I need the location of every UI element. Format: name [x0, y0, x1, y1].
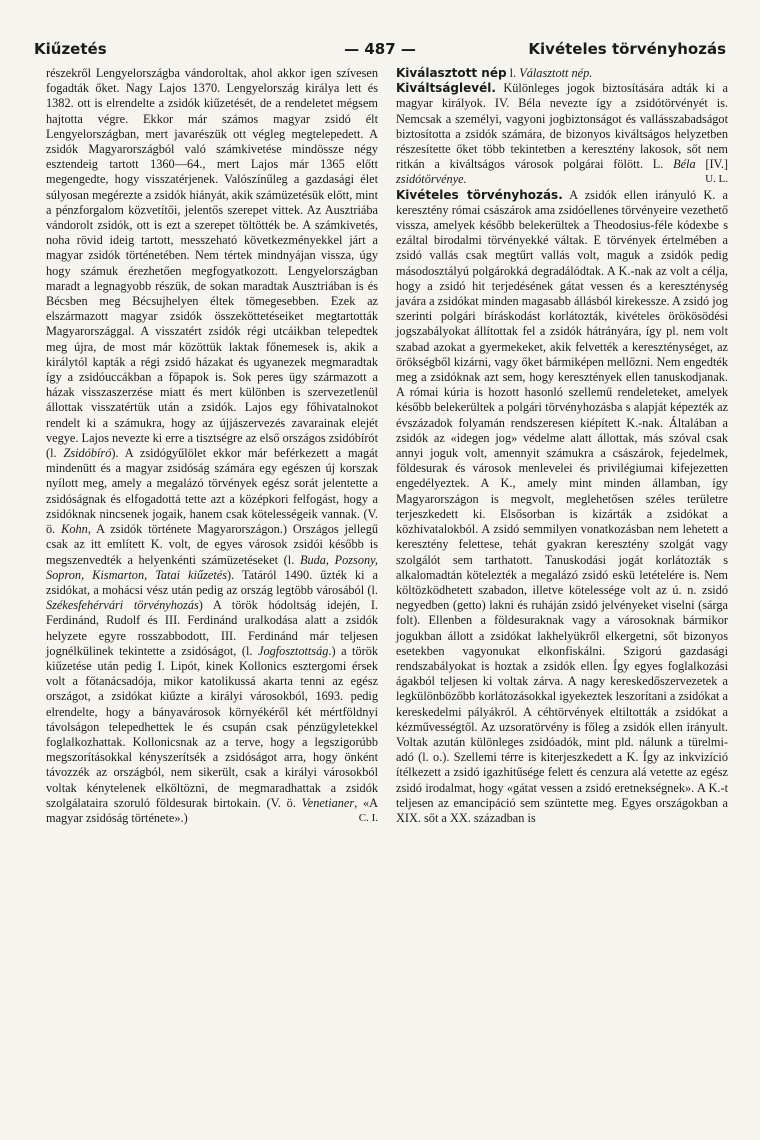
header-right-keyword: Kivételes törvényhozás	[528, 40, 726, 58]
author-reference: Kohn	[61, 522, 88, 537]
entry-kiuzetes-continued: részekről Lengyelországba vándoroltak, ahol akkor igen szívesen fogadták őket. Nagy Lajos 1370. Lengyelország királya lett és 1382. ott is elrendelte a zsidók kiűzetését, de a rendeletet mégsem hajtotta végre. Ekkor már számos magyar zsidó élt Lengyelországban, mert javarészük ott végleg megtelepedett. A zsidók Magyarországból való számkivetése mindössze négy esztendeig tartott 1360—64., mert Lajos már 1365 előtt megengedte, hogy visszatérjenek. Valószínűleg a gazdasági élet súlyosan megérezte a zsidók hiányát, akik számüzetésük előtt, mint a pénzforgalom közvetítői, jelentős szerepet vittek. Az Ausztriába vándorolt zsidók, ott is ezt a szerepet töltötték be. A számkivetés, noha rövid ideig tartott, messzeható következményekkel járt a magyar zsidók történetében. Nem tértek mindnyájan vissza, úgy hogy számuk érezhetően megfogyatkozott. Lengyelországban maradt a legnagyobb részük, de sokan maradtak Ausztriában is és Bécsben meg Bécsujhelyen éltek tömegesebben. Ezek az elszármazott magyar zsidók összeköttetéseiket megtartották Magyarországgal. A visszatért zsidók régi utcáikban telepedtek meg újra, de most már közöttük laktak főnemesek is, akik a királytól kapták a régi zsidó házakat és ugyanezek megmaradtak így a zsidóuccákban a főpapok is. Sok peres ügy származott a házak visszaszerzése miatt és mert különben is szervezetlenül állottak visszatértük után a zsidók. Lajos egy főhivatalnokot rendelt ki a számukra, hogy az újjászervezés zavarainak elejét vegye. Lajos nevezte ki erre a tisztségre az első országos zsidóbírót (l. Zsidóbíró). A zsidógyűlölet ekkor már beférkezett a magát mindenütt és a magyar zsidóság számára egy egészen új korszak nyílott meg, amely a megalázó törvények egész sorát jelentette a zsidóságnak és elfogadottá tette azt a középkori felfogást, hogy a zsidóknak nincsenek jogaik, hanem csak kötelességeik vannak. (V. ö. Kohn, A zsidók története Magyarországon.) Országos jellegű csak az itt említett K. volt, de egyes városok zsidói később is megszenvedték a helyenkénti számüzetéseket (l. Buda, Pozsony, Sopron, Kismarton, Tatai kiűzetés). Tatáról 1490. űzték ki a zsidókat, a mohácsi vész után pedig az ország legtöbb városából (l. Székesfehérvári törvényhozás) A török hódoltság idején, I. Ferdinánd, Rudolf és III. Ferdinánd uralkodása alatt a zsidók helyzete egyre rosszabbodott, III. Ferdinánd már teljesen jognélkülinek tekintette a zsidóságot, (l. Jogfosztottság.) a török kiűzetése után pedig I. Lipót, kinek Kollonics esztergomi érsek volt a főtanácsadója, mikor katolikussá akarta tenni az egész országot, a zsidókat kiűzte a királyi városokból, 1693. pedig elrendelte, hogy a bányavárosok környékéről két mértföldnyi távolságon telepedhettek le és csupán csak pénzügyletekkel foglalkozhattak. Kollonicsnak az a terve, hogy a legszigorúbb megszorításokkal kényszerítsék a zsidóságot arra, hogy önként távozzék az országból, nem sikerült, csak a királyi városokból voltak kénytelenek elköltözni, de megmaradhattak a zsidók szolgálataira szoruló földesurak birtokain. (V. ö. Venetianer, «A magyar zsidóság története».) C. I.	[46, 66, 379, 825]
cross-reference: Székesfehérvári törvényhozás	[46, 598, 199, 613]
entry-kivaltsaglevel: Kiváltságlevél. Különleges jogok biztosítására adták ki a magyar királyok. IV. Béla nevezte így a zsidótörvényét is. Nemcsak a személyi, vagyoni jogbiztonságot és vallásszabadságot biztosította a zsidók számára, de bizonyos kiváltságos helyzetben részesítette őket több tekintetben a keresztény lakosok, sőt nem ritkán a kiváltságos városok polgárai fölött. L. Béla [IV.] zsidótörvénye. U. L.	[396, 81, 729, 187]
running-header	[34, 40, 726, 66]
author-signature: U. L.	[705, 173, 728, 186]
entry-kiveteles-torvenyhozas: Kivételes törvényhozás. A zsidók ellen irányuló K. a keresztény római császárok ama zsidóellenes törvényeire vezethető vissza, amelyek később belekerültek a Theodosius-féle kódexbe s ezáltal birodalmi törvényekké váltak. E törvények értelmében a zsidó vallás csak megtűrt vallás volt, maguk a zsidók pedig másodosztályú polgárokká degradálódtak. A K.-nak az volt a célja, hogy a zsidó hit terjedésének gátat vessen és a kereszténység javára a zsidókat minden magasabb állásból kirekessze. A zsidó jog szerinti polgári bíráskodást korlátozták, kivételes örökösödési jogszabályokat állítottak fel a zsidók hátrányára, így pl. nem volt szabad azokat a gyermekeket, akik felvették a kereszténységet, az örökségből kizárni, vagy őket bármiképen mellőzni. Nem engedték meg a zsidóknak azt sem, hogy keresztények ellen tanuskodjanak. A római kúria is hozott hasonló szellemű rendeleteket, amelyek később belekerültek a polgári törvényhozásba s alapját képezték az évszázadok folyamán rendszeresen kiépített K.-nak. Általában a zsidók az «idegen jog» védelme alatt állottak, más szóval csak annyi joguk volt, amennyit számukra a császárok, fejedelmek, földesurak és városok menlevelei és privilégiumai kifejezetten engedélyeztek. A K., amely mint minden államban, így Magyarországon is megvolt, meglehetősen széles területre terjeszkedett ki. Elsősorban is kizárták a zsidókat a közhivatalokból. A zsidó semmilyen vonatkozásban nem lehetett a keresztény felettese, tehát gyakran keresztény szolgát vagy szolgálót sem tarthatott. Tanuskodási jogát korlátozták s alkalomadtán kötelezték a megalázó zsidó eskü letételére is. Nem költözködhetett szabadon, illetve kötelessége volt az ú. n. zsidó negyedben (getto) lakni és ruháján zsidó jelvényeket viselni (sárga folt). Ellenben a földesuraknak vagy a városoknak bármikor jogukban állott a zsidókat lakhelyükről elkergetni, sőt bizonyos esetekben vagyonukat elkonfiskálni. Szigorú gazdasági rendszabályokat is hoztak a zsidók ellen. Így egyes foglalkozási ágakból teljesen ki voltak zárva. A nagy kereskedőszervezetek a legkülönbözőbb korlátozásokkal igyekeztek leszorítani a zsidókat a kereskedelmi pályákról. A céhtörvények eltiltották a zsidókat a kézművességtől. Az uzsoratörvény is főleg a zsidók ellen irányult. Voltak azután különleges zsidóadók, mint pld. nálunk a türelmi-adó (l. o.). Szellemi térre is kiterjeszkedett a K. Így az inkvizíció ítélkezett a zsidó igazhitűsége felett és cenzura alá vetette az egész zsidó irodalmat, hogy «gátat vessen a zsidó eretnekségnek». A K.-t teljesen az emancipáció sem szüntette meg. Egyes országokban a XIX. sőt a XX. században is	[396, 187, 728, 825]
right-column	[396, 66, 728, 826]
cross-reference: Buda, Pozsony, Sopron, Kismarton, Tatai kiűzetés	[46, 552, 378, 582]
author-signature: C. I.	[358, 811, 378, 824]
cross-reference: Zsidóbíró	[63, 446, 112, 461]
headword: Kiválasztott nép	[396, 66, 507, 80]
cross-reference: Béla	[673, 157, 696, 172]
left-column	[46, 66, 378, 826]
headword: Kiváltságlevél.	[396, 81, 496, 96]
header-left-keyword: Kiűzetés	[34, 40, 107, 58]
page-number: — 487 —	[344, 40, 416, 58]
cross-reference: Választott nép.	[519, 66, 593, 80]
headword: Kivételes törvényhozás.	[396, 187, 563, 202]
cross-reference: zsidótörvénye.	[396, 172, 467, 187]
entry-kivalasztott-nep: Kiválasztott nép l. Választott nép.	[396, 66, 593, 80]
author-reference: Venetianer	[301, 795, 355, 810]
cross-reference: Jogfosztottság	[258, 643, 329, 658]
